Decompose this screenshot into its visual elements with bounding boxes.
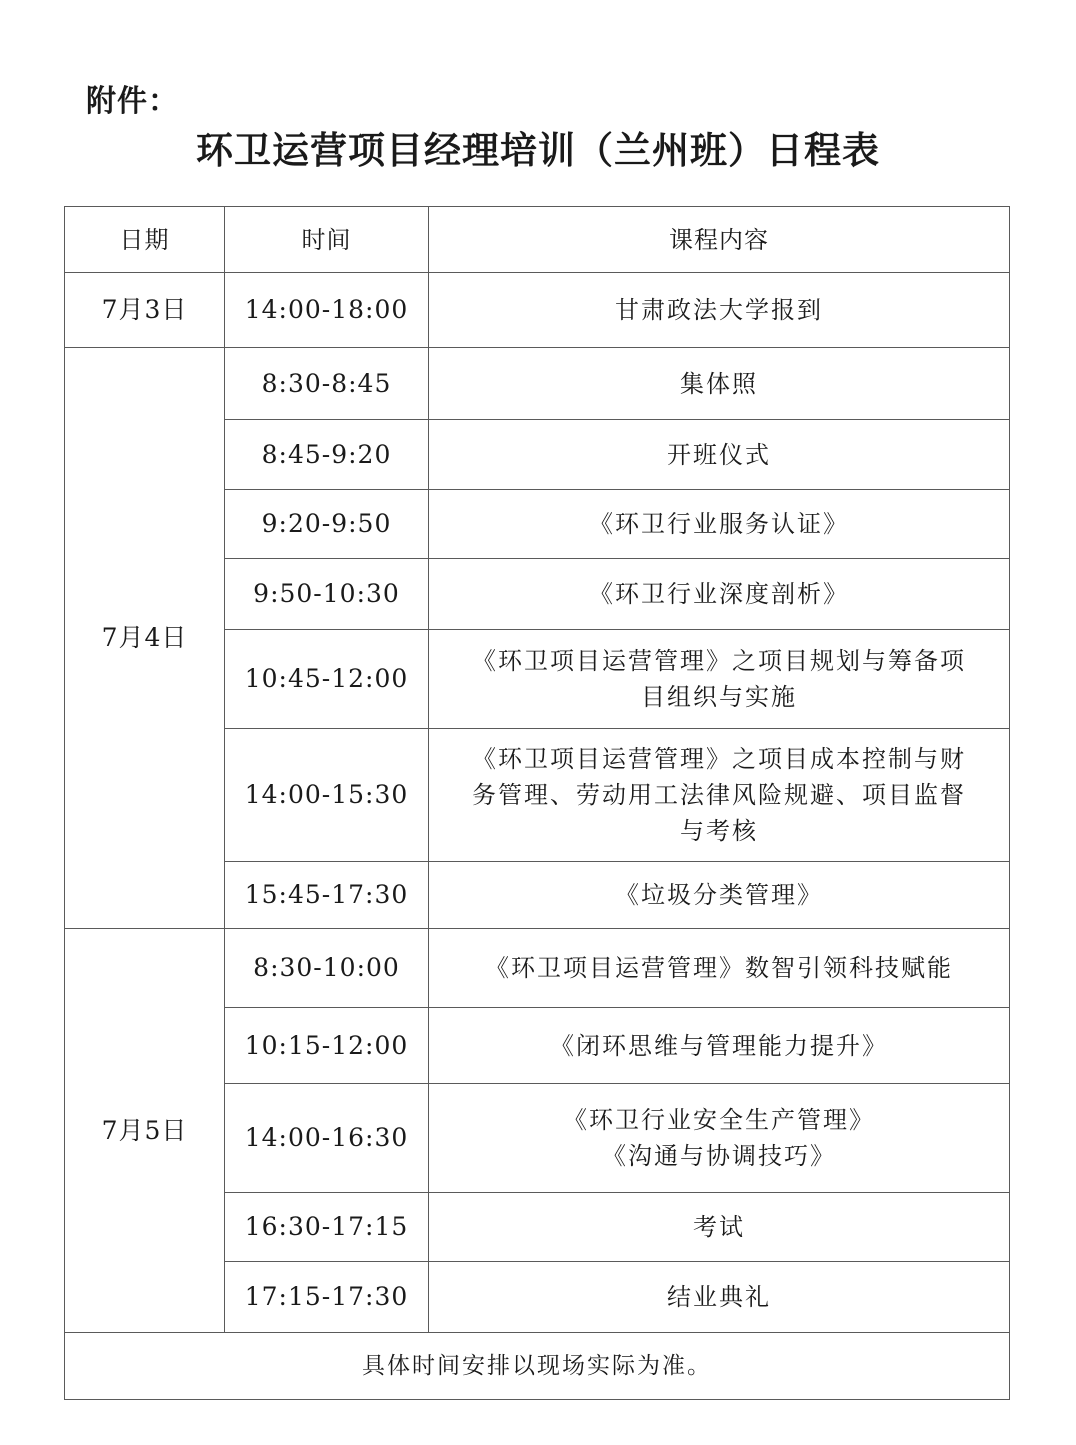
content-cell — [429, 348, 1010, 420]
footer-row — [65, 1333, 1010, 1400]
page-title: 环卫运营项目经理培训（兰州班）日程表 — [196, 129, 880, 172]
time-cell: 16:30-17:15 — [225, 1193, 429, 1262]
content-cell — [429, 1262, 1010, 1333]
content-cell — [429, 1084, 1010, 1193]
content-cell — [429, 490, 1010, 559]
content-line: 《沟通与协调技巧》 — [602, 1142, 836, 1170]
content-cell — [429, 862, 1010, 929]
content-line: 结业典礼 — [667, 1283, 771, 1311]
time-cell: 10:15-12:00 — [225, 1008, 429, 1084]
schedule-row — [65, 273, 1010, 348]
content-line: 《环卫项目运营管理》数智引领科技赋能 — [485, 954, 953, 982]
header-row — [65, 207, 1010, 273]
content-cell — [429, 420, 1010, 490]
content-line: 目组织与实施 — [641, 683, 797, 711]
date-cell: 7月5日 — [65, 929, 225, 1333]
content-line: 《环卫项目运营管理》之项目成本控制与财 — [472, 745, 966, 773]
content-line: 甘肃政法大学报到 — [615, 296, 823, 324]
time-cell: 8:30-10:00 — [225, 929, 429, 1008]
time-cell: 9:50-10:30 — [225, 559, 429, 630]
header-content: 课程内容 — [429, 207, 1010, 273]
content-line: 集体照 — [680, 369, 758, 398]
content-cell — [429, 1008, 1010, 1084]
content-line: 与考核 — [680, 817, 758, 845]
time-cell: 14:00-16:30 — [225, 1084, 429, 1193]
time-cell: 8:30-8:45 — [225, 348, 429, 420]
content-cell — [429, 273, 1010, 348]
content-cell — [429, 630, 1010, 729]
time-cell: 10:45-12:00 — [225, 630, 429, 729]
content-line: 考试 — [693, 1213, 745, 1241]
content-line: 《环卫行业安全生产管理》 — [563, 1106, 875, 1134]
content-line: 《环卫行业服务认证》 — [589, 510, 849, 538]
content-line: 《垃圾分类管理》 — [615, 881, 823, 909]
header-time: 时间 — [225, 207, 429, 273]
content-cell — [429, 929, 1010, 1008]
footer-note: 具体时间安排以现场实际为准。 — [65, 1333, 1010, 1400]
schedule-table — [64, 206, 1010, 1400]
content-line: 《环卫项目运营管理》之项目规划与筹备项 — [472, 647, 966, 675]
time-cell: 17:15-17:30 — [225, 1262, 429, 1333]
schedule-row — [65, 348, 1010, 420]
time-cell: 14:00-15:30 — [225, 729, 429, 862]
time-cell: 9:20-9:50 — [225, 490, 429, 559]
time-cell: 8:45-9:20 — [225, 420, 429, 490]
content-cell — [429, 729, 1010, 862]
schedule-row — [65, 929, 1010, 1008]
content-cell — [429, 559, 1010, 630]
content-line: 《闭环思维与管理能力提升》 — [550, 1031, 888, 1060]
attachment-label: 附件： — [86, 84, 179, 119]
content-line: 务管理、劳动用工法律风险规避、项目监督 — [472, 781, 966, 809]
content-line: 《环卫行业深度剖析》 — [589, 580, 849, 608]
time-cell: 15:45-17:30 — [225, 862, 429, 929]
header-date: 日期 — [65, 207, 225, 273]
time-cell: 14:00-18:00 — [225, 273, 429, 348]
date-cell: 7月3日 — [65, 273, 225, 348]
date-cell: 7月4日 — [65, 348, 225, 929]
content-cell — [429, 1193, 1010, 1262]
content-line: 开班仪式 — [667, 440, 771, 469]
